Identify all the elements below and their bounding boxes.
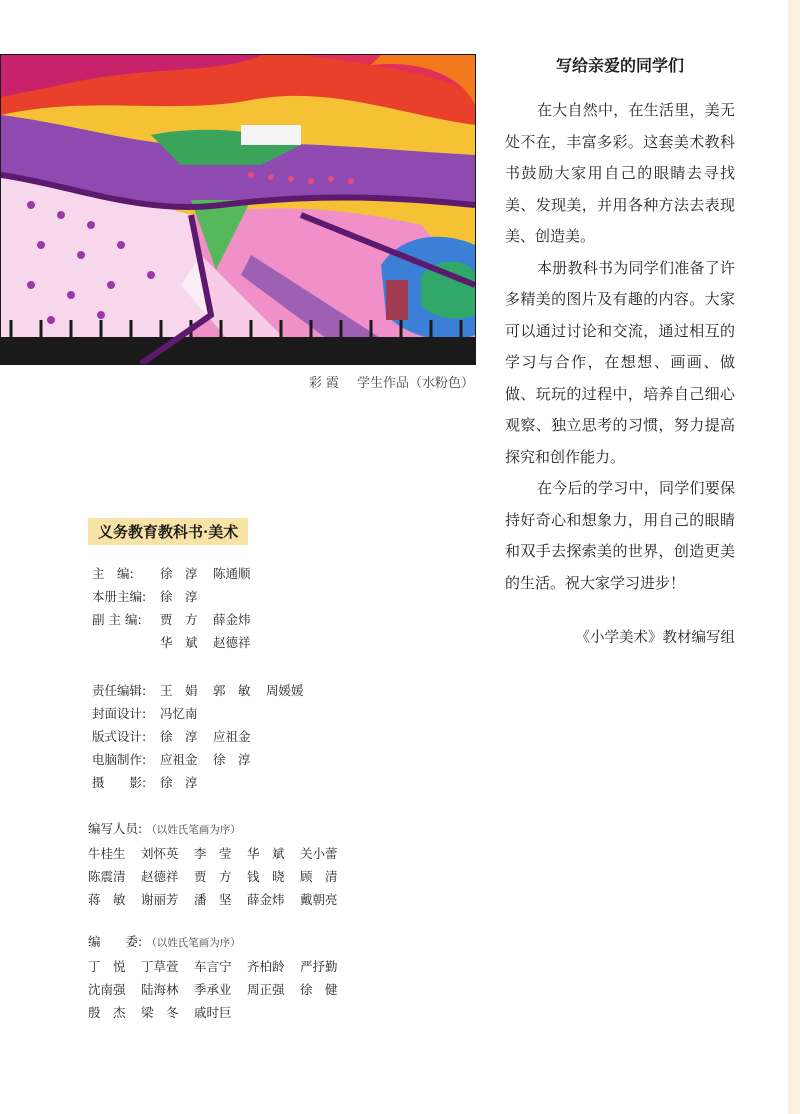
credit-row-layout	[92, 724, 319, 747]
letter-body	[505, 95, 735, 599]
credit-row-photo	[92, 770, 319, 793]
credit-name: 冯忆南	[160, 705, 198, 721]
committee-name: 齐柏龄	[247, 958, 285, 974]
credit-name: 周媛媛	[266, 682, 304, 698]
writers-row	[88, 841, 353, 864]
writer-name: 蒋 敏	[88, 891, 126, 907]
writer-name: 李 莹	[194, 845, 232, 861]
committee-list	[88, 954, 353, 1023]
writer-name: 钱 晓	[247, 868, 285, 884]
painting-caption	[300, 372, 474, 391]
letter-paragraph: 本册教科书为同学们准备了许多精美的图片及有趣的内容。大家可以通过讨论和交流，通过相互的学习与合作，在想想、画画、做做、玩玩的过程中，培养自己细心观察、独立思考的习惯，努力提高探究和创作能力。	[505, 258, 735, 466]
credit-row-chief	[92, 561, 266, 584]
credit-role: 封面设计:	[92, 705, 147, 721]
letter-title: 写给亲爱的同学们	[555, 56, 684, 75]
book-series-title: 义务教育教科书·美术	[88, 518, 248, 545]
credit-name: 郭 敏	[213, 682, 251, 698]
writer-name: 戴朝亮	[300, 891, 338, 907]
committee-name: 丁草萱	[141, 958, 179, 974]
credit-row-deputy	[92, 607, 266, 630]
committee-name: 丁 悦	[88, 958, 126, 974]
writer-name: 潘 坚	[194, 891, 232, 907]
writers-heading	[88, 819, 241, 837]
committee-name: 梁 冬	[141, 1004, 179, 1020]
committee-name: 沈南强	[88, 981, 126, 997]
credit-row-computer	[92, 747, 319, 770]
writer-name: 赵德祥	[141, 868, 179, 884]
committee-label: 编 委:	[88, 934, 143, 949]
writer-name: 关小蕾	[300, 845, 338, 861]
committee-name: 周正强	[247, 981, 285, 997]
credit-role: 版式设计:	[92, 728, 147, 744]
writers-label: 编写人员:	[88, 821, 143, 836]
credit-name: 徐 淳	[160, 774, 198, 790]
credit-name: 王 娟	[160, 682, 198, 698]
credit-row-deputy-cont	[92, 630, 266, 653]
credit-role: 摄 影:	[92, 774, 147, 790]
writers-list	[88, 841, 353, 910]
writers-note: （以姓氏笔画为序）	[146, 824, 241, 836]
writer-name: 薛金炜	[247, 891, 285, 907]
credit-name: 应祖金	[160, 751, 198, 767]
credit-name: 徐 淳	[213, 751, 251, 767]
credit-row-volume-chief	[92, 584, 266, 607]
credit-row-cover	[92, 701, 319, 724]
writers-row	[88, 864, 353, 887]
writer-name: 陈震清	[88, 868, 126, 884]
writer-name: 谢丽芳	[141, 891, 179, 907]
credit-name: 陈通顺	[213, 565, 251, 581]
committee-row	[88, 1000, 353, 1023]
credit-role: 电脑制作:	[92, 751, 147, 767]
credit-name: 薛金炜	[213, 611, 251, 627]
committee-name: 严抒勤	[300, 958, 338, 974]
credit-name: 赵德祥	[213, 634, 251, 650]
writer-name: 顾 清	[300, 868, 338, 884]
painting-description: 学生作品（水粉色）	[356, 376, 474, 391]
writer-name: 刘怀英	[141, 845, 179, 861]
page-edge-strip	[788, 0, 800, 1114]
writer-name: 华 斌	[247, 845, 285, 861]
staff-block	[92, 678, 319, 793]
credit-role: 副 主 编:	[92, 611, 142, 627]
credit-role: 主 编:	[92, 565, 134, 581]
committee-heading	[88, 932, 241, 950]
letter-paragraph: 在大自然中，在生活里，美无处不在，丰富多彩。这套美术教科书鼓励大家用自己的眼睛去寻找美、发现美，并用各种方法去表现美、创造美。	[505, 101, 735, 245]
credit-name: 徐 淳	[160, 565, 198, 581]
committee-row	[88, 954, 353, 977]
credit-name: 徐 淳	[160, 588, 198, 604]
editors-block	[92, 561, 266, 653]
committee-name: 季承业	[194, 981, 232, 997]
writer-name: 牛桂生	[88, 845, 126, 861]
committee-name: 陆海林	[141, 981, 179, 997]
student-painting	[0, 54, 476, 365]
credit-row-responsible-editor	[92, 678, 319, 701]
credit-name: 贾 方	[160, 611, 198, 627]
letter-signature: 《小学美术》教材编写组	[575, 630, 735, 646]
committee-name: 徐 健	[300, 981, 338, 997]
credit-name: 应祖金	[213, 728, 251, 744]
credit-name: 徐 淳	[160, 728, 198, 744]
committee-row	[88, 977, 353, 1000]
committee-note: （以姓氏笔画为序）	[146, 937, 241, 949]
painting-title: 彩霞	[308, 376, 343, 391]
credit-name: 华 斌	[160, 634, 198, 650]
credit-role: 责任编辑:	[92, 682, 147, 698]
writer-name: 贾 方	[194, 868, 232, 884]
credit-role: 本册主编:	[92, 588, 147, 604]
committee-name: 戚时巨	[194, 1004, 232, 1020]
writers-row	[88, 887, 353, 910]
committee-name: 殷 杰	[88, 1004, 126, 1020]
letter-paragraph: 在今后的学习中，同学们要保持好奇心和想象力，用自己的眼睛和双手去探索美的世界，创造更美的生活。祝大家学习进步！	[505, 479, 735, 592]
committee-name: 车言宁	[194, 958, 232, 974]
